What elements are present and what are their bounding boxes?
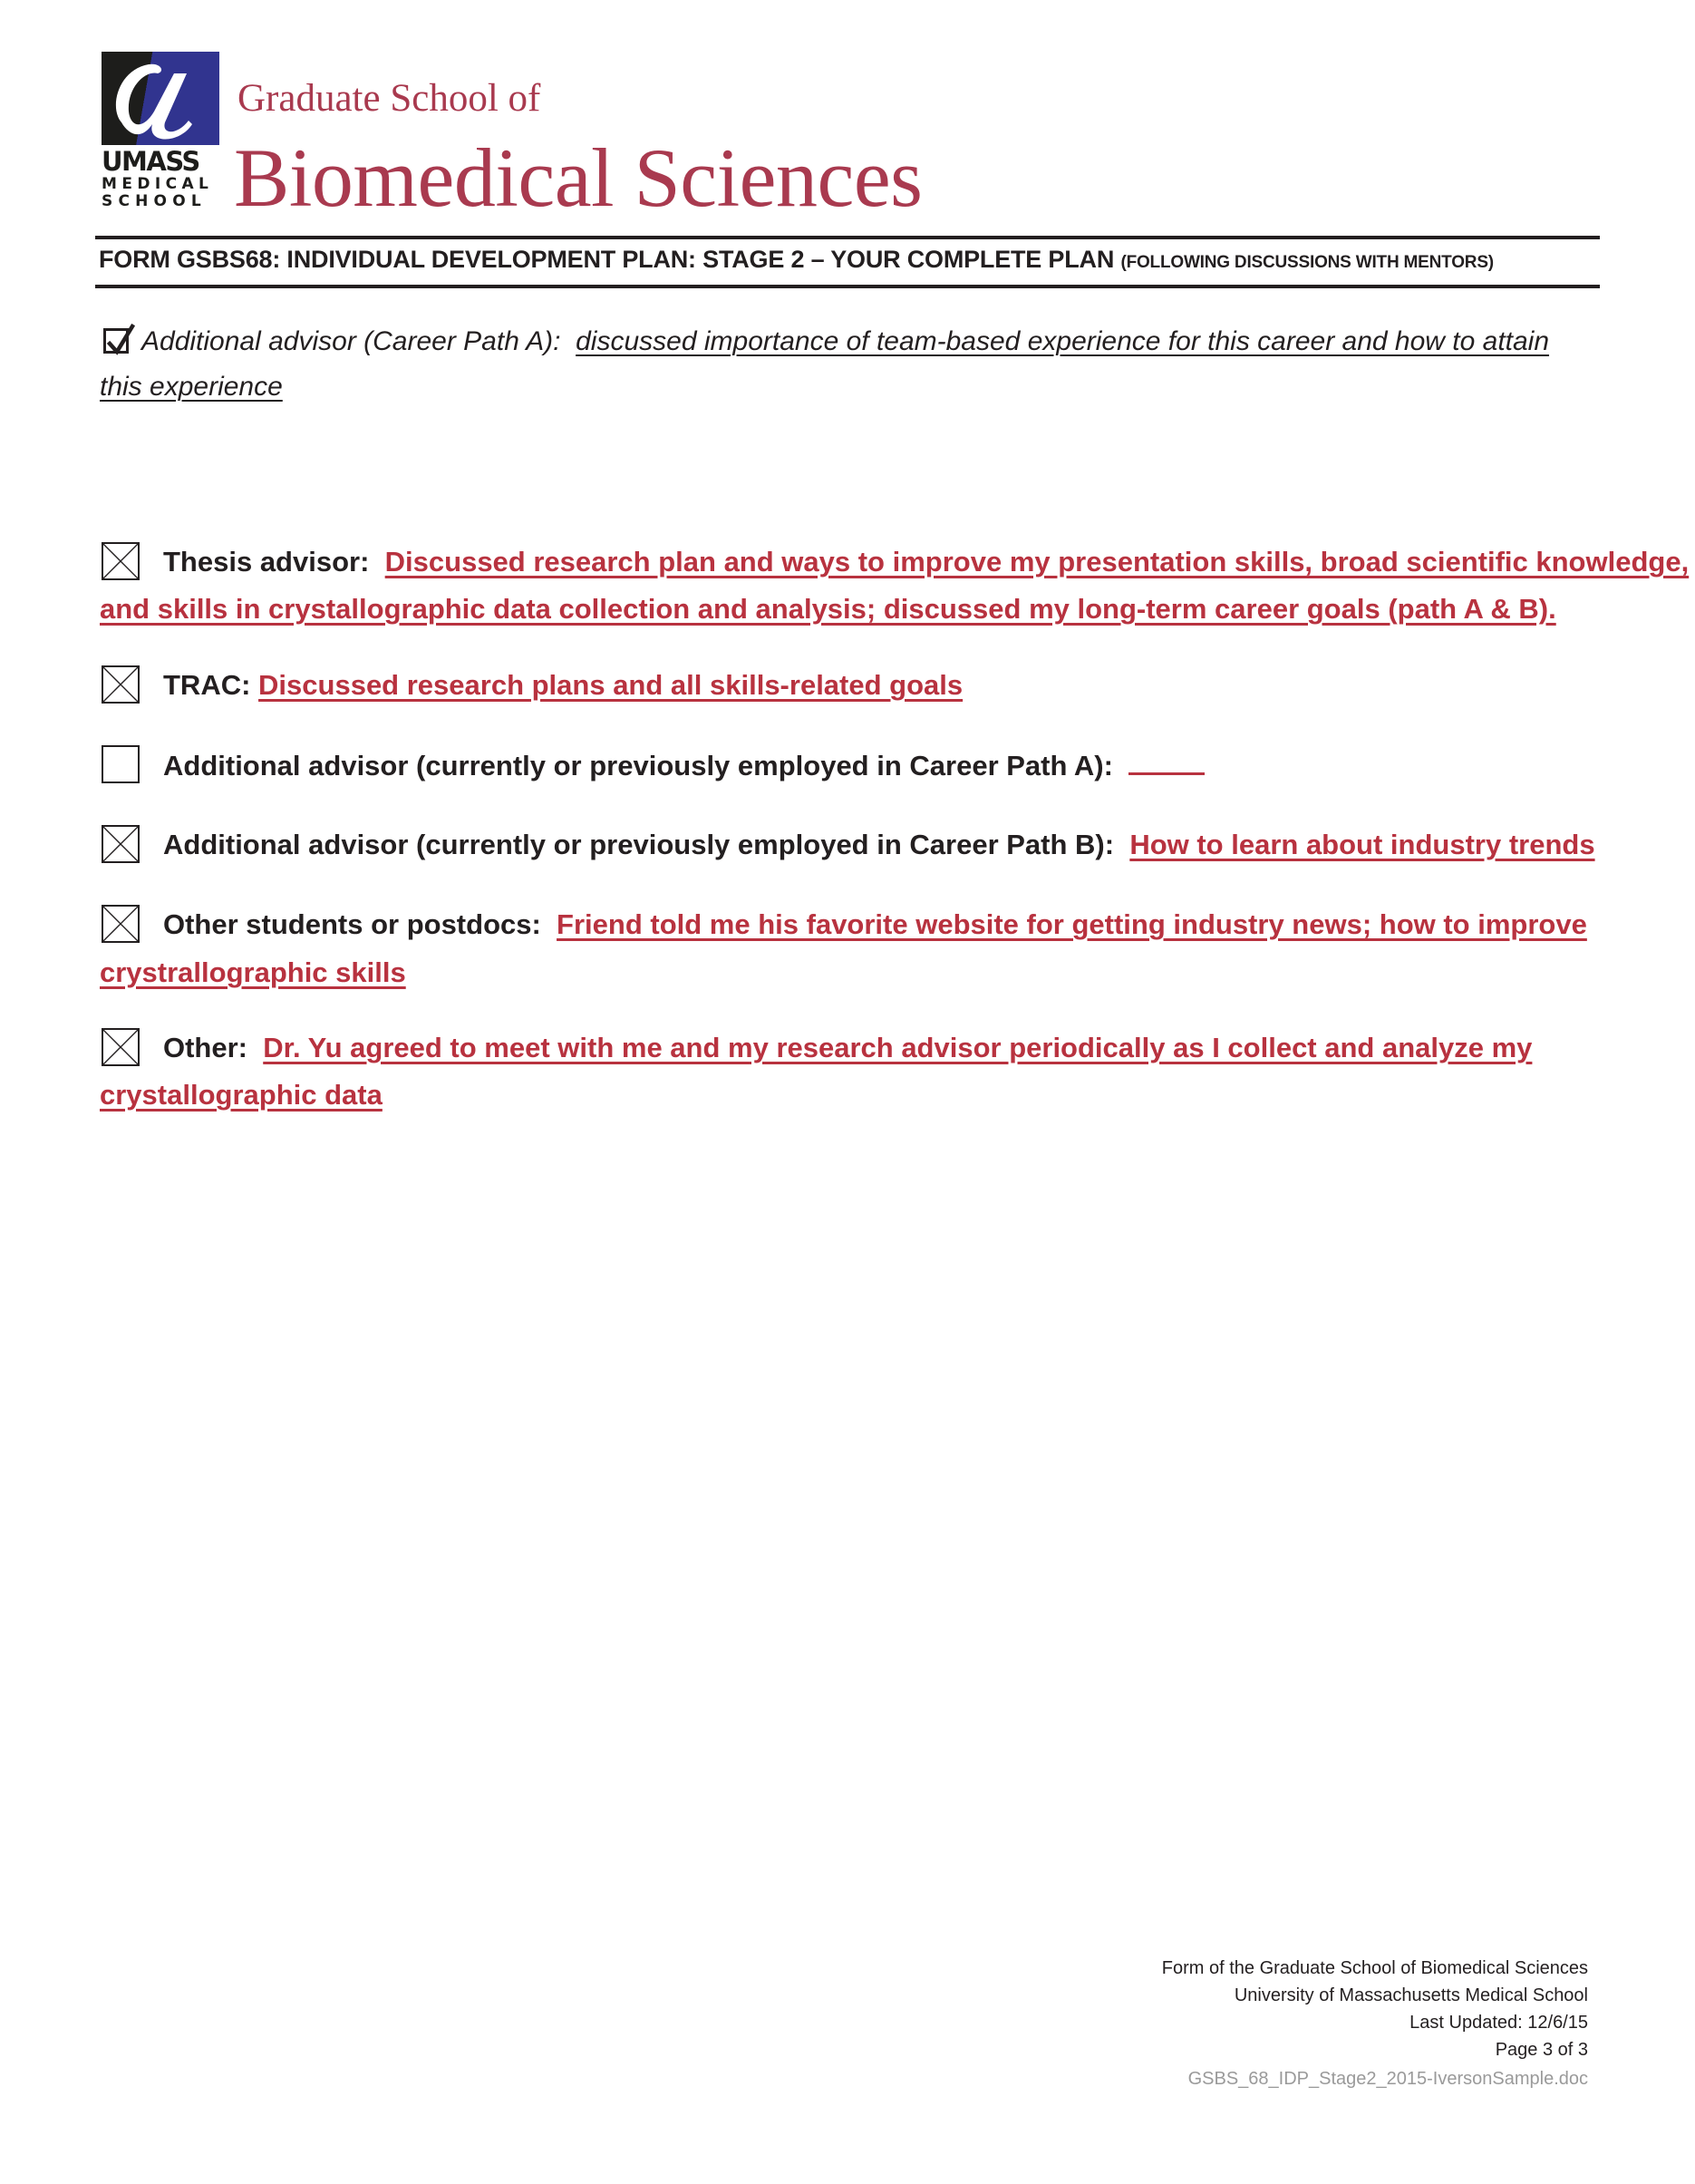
school-name-line1: Graduate School of bbox=[237, 77, 541, 120]
school-name-line2: Biomedical Sciences bbox=[234, 131, 923, 224]
other-students-answer-line2[interactable]: crystrallographic skills bbox=[100, 956, 406, 988]
logo-medical: MEDICAL bbox=[102, 175, 214, 193]
example-label: Additional advisor (Career Path A): bbox=[141, 326, 561, 356]
other-checkbox[interactable] bbox=[102, 1028, 140, 1066]
logo-wordmark: UMASS bbox=[102, 146, 199, 177]
career-path-b-label: Additional advisor (currently or previously employed in Career Path B): bbox=[163, 829, 1115, 860]
thesis-advisor-answer-line2[interactable]: and skills in crystallographic data collection and analysis; discussed my long-term career goals (path A & B). bbox=[100, 593, 1556, 625]
career-path-a-answer-blank[interactable] bbox=[1128, 749, 1205, 775]
other-students-line1 bbox=[163, 908, 1587, 941]
form-title-main: FORM GSBS68: INDIVIDUAL DEVELOPMENT PLAN: STAGE 2 – YOUR COMPLETE PLAN bbox=[99, 246, 1115, 273]
form-title-subtitle: (FOLLOWING DISCUSSIONS WITH MENTORS) bbox=[1120, 253, 1494, 272]
trac-answer[interactable]: Discussed research plans and all skills-related goals bbox=[258, 669, 964, 701]
other-students-line2 bbox=[100, 956, 406, 989]
example-entry-line1 bbox=[141, 326, 1549, 357]
x-mark-icon bbox=[103, 907, 138, 941]
footer-page-number: Page 3 of 3 bbox=[1495, 2040, 1588, 2060]
example-entry-line2 bbox=[100, 372, 283, 403]
career-path-a-label: Additional advisor (currently or previously employed in Career Path A): bbox=[163, 750, 1113, 781]
other-line2 bbox=[100, 1079, 383, 1111]
thesis-advisor-line1 bbox=[163, 546, 1689, 578]
x-mark-icon bbox=[103, 827, 138, 861]
thesis-advisor-line2 bbox=[100, 593, 1556, 626]
other-answer-line2[interactable]: crystallographic data bbox=[100, 1079, 383, 1111]
footer-line1: Form of the Graduate School of Biomedical Sciences bbox=[1161, 1958, 1588, 1978]
example-answer-line2: this experience bbox=[100, 372, 283, 402]
logo-u-monogram-icon bbox=[102, 52, 219, 145]
thesis-advisor-answer-line1[interactable]: Discussed research plan and ways to improve my presentation skills, broad scientific knowledge, bbox=[384, 546, 1690, 578]
footer-last-updated: Last Updated: 12/6/15 bbox=[1409, 2013, 1588, 2033]
header-rule-bottom bbox=[95, 285, 1600, 288]
umass-medical-school-logo bbox=[102, 52, 219, 209]
footer-line2: University of Massachusetts Medical School bbox=[1234, 1985, 1588, 2005]
x-mark-icon bbox=[103, 1030, 138, 1064]
other-students-label: Other students or postdocs: bbox=[163, 908, 541, 940]
logo-school: SCHOOL bbox=[102, 192, 207, 210]
career-path-a-advisor-checkbox[interactable] bbox=[102, 745, 140, 783]
career-path-b-advisor-checkbox[interactable] bbox=[102, 825, 140, 863]
other-answer-line1[interactable]: Dr. Yu agreed to meet with me and my research advisor periodically as I collect and analyze my bbox=[263, 1032, 1533, 1063]
x-mark-icon bbox=[103, 544, 138, 578]
other-students-answer-line1[interactable]: Friend told me his favorite website for getting industry news; how to improve bbox=[557, 908, 1587, 940]
other-students-checkbox[interactable] bbox=[102, 905, 140, 943]
x-mark-icon bbox=[103, 667, 138, 702]
header-rule-top bbox=[95, 236, 1600, 239]
other-label: Other: bbox=[163, 1032, 247, 1063]
career-path-b-line1 bbox=[163, 829, 1595, 861]
other-line1 bbox=[163, 1032, 1532, 1064]
example-checkbox[interactable] bbox=[103, 328, 129, 354]
career-path-b-answer[interactable]: How to learn about industry trends bbox=[1129, 829, 1595, 860]
checkmark-icon bbox=[104, 324, 135, 356]
trac-line1 bbox=[163, 669, 963, 702]
form-title bbox=[99, 246, 1494, 274]
example-answer-line1: discussed importance of team-based experience for this career and how to attain bbox=[576, 326, 1550, 356]
thesis-advisor-checkbox[interactable] bbox=[102, 542, 140, 580]
trac-label: TRAC: bbox=[163, 669, 251, 701]
thesis-advisor-label: Thesis advisor: bbox=[163, 546, 370, 578]
trac-checkbox[interactable] bbox=[102, 665, 140, 704]
career-path-a-line1 bbox=[163, 749, 1205, 782]
footer-filename: GSBS_68_IDP_Stage2_2015-IversonSample.doc bbox=[1187, 2069, 1588, 2089]
